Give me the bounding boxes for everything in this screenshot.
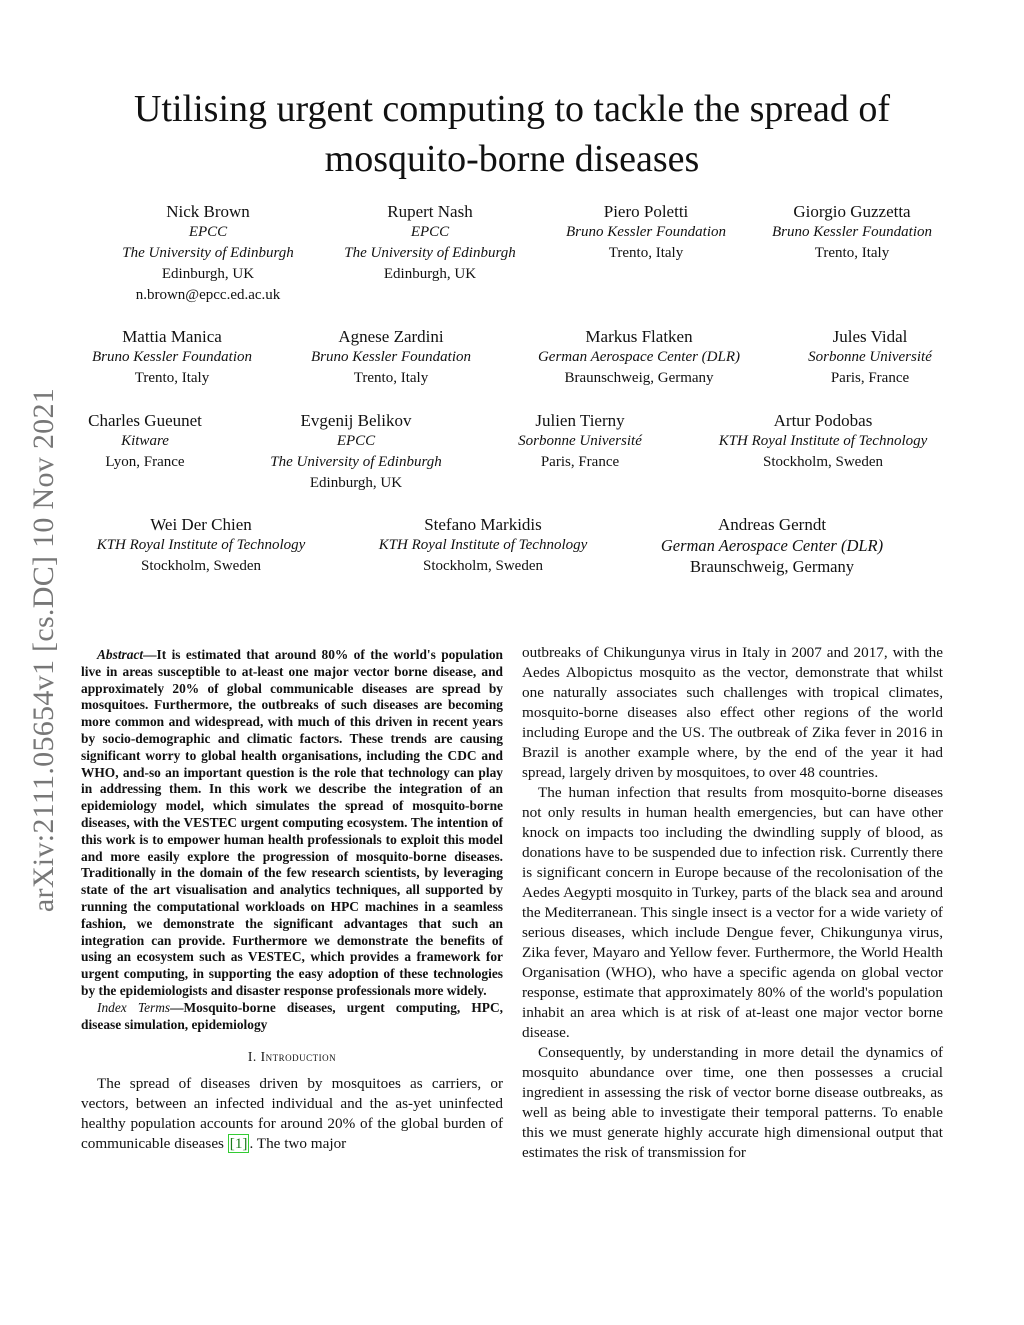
arxiv-identifier: [24, 350, 64, 950]
author-name: Piero Poletti: [603, 202, 689, 221]
author-affiliation: Bruno Kessler Foundation: [92, 349, 252, 365]
author-affiliation: Bruno Kessler Foundation: [311, 349, 471, 365]
right-column: [522, 643, 943, 1163]
author-name: Rupert Nash: [387, 202, 473, 221]
title-line-2: mosquito-borne diseases: [324, 138, 700, 180]
author-location: Trento, Italy: [353, 370, 429, 386]
author-block: [518, 326, 760, 389]
author-name: Artur Podobas: [773, 411, 873, 430]
author-block: [291, 326, 491, 389]
author-name: Charles Gueunet: [88, 411, 202, 430]
author-institution: The University of Edinburgh: [344, 245, 516, 261]
citation-link[interactable]: [1]: [229, 1135, 248, 1153]
author-location: Stockholm, Sweden: [141, 558, 261, 574]
author-affiliation: KTH Royal Institute of Technology: [378, 537, 588, 553]
index-terms: [81, 1000, 503, 1034]
author-affiliation: EPCC: [188, 224, 228, 240]
paragraph: outbreaks of Chikungunya virus in Italy in 2007 and 2017, with the Aedes Albopictus mosquito as the vector, demonstrate that whilst one naturally associates such challenges with tropical climates, mosquito-borne diseases also effect other regions of the world including Europe and the US. The outbreak of Zika fever in 2016 in Brazil is another example where, by the end of the year it had spread, largely driven by mosquitoes, to over 48 countries.: [522, 644, 943, 781]
author-affiliation: Sorbonne Université: [808, 349, 932, 365]
author-name: Andreas Gerndt: [717, 515, 827, 534]
author-location: Paris, France: [830, 370, 910, 386]
author-email[interactable]: n.brown@epcc.ed.ac.uk: [135, 287, 281, 303]
section-title: Introduction: [260, 1049, 337, 1065]
author-location: Trento, Italy: [608, 245, 684, 261]
author-block: [636, 514, 908, 577]
author-name: Markus Flatken: [585, 327, 693, 346]
author-location: Edinburgh, UK: [161, 266, 255, 282]
author-block: [694, 410, 952, 473]
paragraph: Consequently, by understanding in more detail the dynamics of mosquito abundance over time, one then possesses a crucial ingredient in assessing the risk of vector borne disease outbreaks, as well as being able to investigate their temporal patterns. To enable this we must generate highly accurate high dimensional output that estimates the risk of transmission for: [522, 1044, 943, 1161]
abstract-label: Abstract: [97, 647, 144, 662]
author-block: [752, 201, 952, 264]
author-location: Braunschweig, Germany: [564, 370, 714, 386]
author-location: Paris, France: [540, 454, 620, 470]
author-affiliation: German Aerospace Center (DLR): [537, 349, 741, 365]
author-affiliation: EPCC: [410, 224, 450, 240]
abstract: [81, 647, 503, 1000]
author-affiliation: Bruno Kessler Foundation: [772, 224, 932, 240]
author-block: [320, 201, 540, 285]
author-institution: The University of Edinburgh: [122, 245, 294, 261]
author-block: [250, 410, 462, 494]
author-block: [502, 410, 658, 473]
author-block: [352, 514, 614, 577]
author-block: [72, 410, 218, 473]
author-name: Stefano Markidis: [424, 515, 542, 534]
section-number: I.: [247, 1049, 257, 1065]
author-location: Stockholm, Sweden: [763, 454, 883, 470]
author-block: [72, 514, 330, 577]
author-affiliation: KTH Royal Institute of Technology: [718, 433, 928, 449]
author-location: Trento, Italy: [814, 245, 890, 261]
author-name: Wei Der Chien: [150, 515, 252, 534]
author-affiliation: Kitware: [121, 433, 169, 449]
author-name: Evgenij Belikov: [300, 411, 412, 430]
title-line-1: Utilising urgent computing to tackle the spread of: [134, 88, 890, 130]
author-name: Nick Brown: [166, 202, 250, 221]
author-block: [98, 201, 318, 306]
intro-text-2: . The two major: [249, 1135, 347, 1153]
index-terms-label: Index Terms: [97, 999, 171, 1015]
author-block: [72, 326, 272, 389]
author-affiliation: EPCC: [336, 433, 376, 449]
author-name: Mattia Manica: [122, 327, 222, 346]
author-location: Stockholm, Sweden: [423, 558, 543, 574]
intro-text-1: The spread of diseases driven by mosquitoes as carriers, or vectors, between an infected individual and the as-yet uninfected healthy population accounts for around 20% of the global burden of communicable diseases: [81, 1075, 503, 1153]
left-column: [81, 647, 503, 1154]
author-affiliation: German Aerospace Center (DLR): [660, 536, 884, 555]
author-institution: The University of Edinburgh: [270, 454, 442, 470]
author-block: [790, 326, 950, 389]
paragraph: The human infection that results from mosquito-borne diseases not only results in human health emergencies, but can have other knock on impacts too including the dwindling supply of blood, as donations have to be suspended due to infection risk. Currently there is significant concern in Europe because of the recolonisation of the Aedes Aegypti mosquito in Turkey, parts of the black sea and around the Mediterranean. This single insect is a vector for a wide variety of serious diseases, which include Dengue fever, Chikungunya virus, Zika fever, Mayaro and Yellow fever. Furthermore, the World Health Organisation (WHO), who have a specific agenda on global vector response, estimate that approximately 80% of the world's population inhabit an area which is at risk of at-least one major vector borne disease.: [522, 784, 943, 1041]
author-name: Jules Vidal: [832, 327, 908, 346]
author-affiliation: Sorbonne Université: [518, 433, 642, 449]
author-name: Julien Tierny: [535, 411, 625, 430]
author-location: Edinburgh, UK: [383, 266, 477, 282]
author-location: Lyon, France: [105, 454, 185, 470]
section-heading: [81, 1049, 503, 1066]
index-terms-text: —Mosquito-borne diseases, urgent computing, HPC, disease simulation, epidemiology: [81, 999, 503, 1032]
author-location: Trento, Italy: [134, 370, 210, 386]
author-affiliation: KTH Royal Institute of Technology: [96, 537, 306, 553]
author-name: Giorgio Guzzetta: [793, 202, 911, 221]
arxiv-id-text: arXiv:2111.05654v1 [cs.DC] 10 Nov 2021: [27, 387, 60, 913]
abstract-text: —It is estimated that around 80% of the world's population live in areas susceptible to at-least one major vector borne disease, and approximately 20% of global communicable diseases are spread by mosquitoes. Furthermore, the outbreaks of such diseases are becoming more common and widespread, with much of this driven in recent years by socio-demographic and climatic factors. These trends are causing significant worry to global health organisations, including the CDC and WHO, and-so an important question is the role that technology can play in addressing them. In this work we describe the integration of an epidemiology model, which simulates the spread of mosquito-borne diseases, with the VESTEC urgent computing ecosystem. The intention of this work is to empower human health professionals to exploit this model and more easily explore the progression of mosquito-borne diseases. Traditionally in the domain of the few research scientists, by leveraging state of the art visualisation and analytics techniques, all supported by running the computational workloads on HPC machines in a seamless fashion, we demonstrate the significant advantages that such an integration can provide. Furthermore we demonstrate the benefits of using an ecosystem such as VESTEC, which provides a framework for urgent computing, in supporting the easy adoption of these technologies by the epidemiologists and disaster response professionals more widely.: [81, 647, 503, 998]
intro-paragraph: [81, 1074, 503, 1154]
paper-title: [80, 84, 944, 184]
author-location: Braunschweig, Germany: [689, 557, 855, 576]
author-block: [546, 201, 746, 264]
author-affiliation: Bruno Kessler Foundation: [566, 224, 726, 240]
author-name: Agnese Zardini: [338, 327, 444, 346]
author-location: Edinburgh, UK: [309, 475, 403, 491]
